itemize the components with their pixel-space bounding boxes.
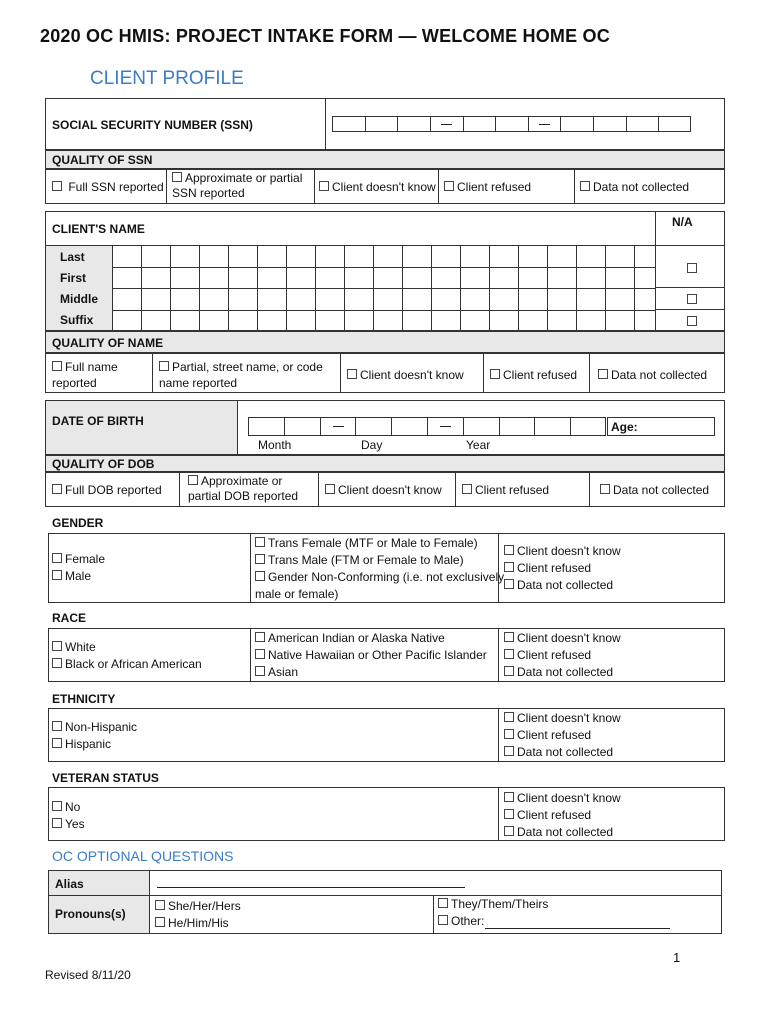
ssn-not-collected-option[interactable]: Data not collected	[580, 179, 689, 196]
pronoun-other-option[interactable]: Other:	[438, 913, 548, 930]
race-label: RACE	[52, 611, 87, 625]
pronoun-other-input[interactable]	[485, 928, 670, 929]
race-asian-option[interactable]: Asian	[255, 664, 487, 681]
ethnicity-non-hispanic-option[interactable]: Non-Hispanic	[52, 719, 137, 736]
veteran-no-option[interactable]: No	[52, 799, 85, 816]
gender-col3	[504, 543, 621, 594]
client-name-label: CLIENT'S NAME	[52, 222, 145, 236]
ethnicity-hispanic-option[interactable]: Hispanic	[52, 736, 137, 753]
ethnicity-col3	[504, 710, 621, 761]
name-cell-divider	[634, 245, 635, 331]
veteran-col3	[504, 790, 621, 841]
quality-ssn-label: QUALITY OF SSN	[52, 153, 153, 167]
checkbox-icon	[52, 181, 62, 191]
race-not-collected-option[interactable]: Data not collected	[504, 664, 621, 681]
dob-cell-divider	[320, 418, 321, 435]
name-middle-label: Middle	[60, 292, 98, 306]
gender-trans-female-option[interactable]: Trans Female (MTF or Male to Female)	[255, 535, 504, 552]
oc-optional-heading: OC OPTIONAL QUESTIONS	[52, 848, 234, 864]
gender-refused-option[interactable]: Client refused	[504, 560, 621, 577]
name-cell-divider	[141, 245, 142, 331]
checkbox-icon	[462, 484, 472, 494]
alias-label: Alias	[55, 877, 84, 891]
name-cell-divider	[344, 245, 345, 331]
name-suffix-label: Suffix	[60, 313, 94, 327]
dob-cell-divider	[391, 418, 392, 435]
race-native-american-option[interactable]: American Indian or Alaska Native	[255, 630, 487, 647]
name-grid[interactable]	[45, 245, 655, 331]
ssn-full-option[interactable]: Full SSN reported	[52, 179, 164, 196]
name-full-option[interactable]: Full name reported	[52, 360, 118, 390]
checkbox-icon	[319, 181, 329, 191]
page-number: 1	[673, 950, 681, 965]
race-col1	[52, 639, 202, 673]
gender-nonconforming-cont: male or female)	[255, 587, 339, 601]
race-refused-option[interactable]: Client refused	[504, 647, 621, 664]
gender-male-option[interactable]: Male	[52, 568, 105, 585]
page-title: 2020 OC HMIS: PROJECT INTAKE FORM — WELCOME HOME OC	[40, 26, 610, 46]
veteran-yes-option[interactable]: Yes	[52, 816, 85, 833]
race-white-option[interactable]: White	[52, 639, 202, 656]
name-cell-divider	[547, 245, 548, 331]
name-partial-option[interactable]: Partial, street name, or code name reported	[159, 360, 323, 390]
race-dont-know-option[interactable]: Client doesn't know	[504, 630, 621, 647]
na-middle-checkbox[interactable]	[687, 294, 697, 304]
ssn-dash	[441, 124, 452, 125]
ssn-input[interactable]	[332, 116, 691, 132]
ssn-cell-divider	[430, 117, 431, 131]
ethnicity-not-collected-option[interactable]: Data not collected	[504, 744, 621, 761]
quality-dob-label: QUALITY OF DOB	[52, 457, 155, 471]
veteran-refused-option[interactable]: Client refused	[504, 807, 621, 824]
dob-cell-divider	[427, 418, 428, 435]
checkbox-icon	[444, 181, 454, 191]
checkbox-icon	[172, 172, 182, 182]
ssn-cell-divider	[626, 117, 627, 131]
na-first-checkbox[interactable]	[687, 263, 697, 273]
ethnicity-dont-know-option[interactable]: Client doesn't know	[504, 710, 621, 727]
ssn-cell-divider	[658, 117, 659, 131]
name-cell-divider	[373, 245, 374, 331]
name-cell-divider	[460, 245, 461, 331]
checkbox-icon	[598, 369, 608, 379]
checkbox-icon	[600, 484, 610, 494]
race-col3	[504, 630, 621, 681]
gender-col2	[255, 535, 504, 603]
name-cell-divider	[286, 245, 287, 331]
dob-cell-divider	[284, 418, 285, 435]
veteran-not-collected-option[interactable]: Data not collected	[504, 824, 621, 841]
dob-dont-know-option[interactable]: Client doesn't know	[325, 482, 442, 499]
dob-approx-option[interactable]: Approximate or partial DOB reported	[188, 474, 299, 503]
checkbox-icon	[52, 361, 62, 371]
ethnicity-refused-option[interactable]: Client refused	[504, 727, 621, 744]
na-label: N/A	[672, 215, 693, 229]
veteran-col1	[52, 799, 85, 833]
dob-cell-divider	[570, 418, 571, 435]
dob-not-collected-option[interactable]: Data not collected	[600, 482, 709, 499]
ssn-cell-divider	[495, 117, 496, 131]
name-cell-divider	[170, 245, 171, 331]
dob-month-label: Month	[258, 438, 292, 452]
ethnicity-col1	[52, 719, 137, 753]
name-cell-divider	[431, 245, 432, 331]
na-suffix-checkbox[interactable]	[687, 316, 697, 326]
ssn-cell-divider	[463, 117, 464, 131]
name-cell-divider	[605, 245, 606, 331]
pronoun-they-option[interactable]: They/Them/Theirs	[438, 896, 548, 913]
dob-dash	[333, 426, 344, 427]
alias-input[interactable]	[157, 887, 465, 888]
ssn-label: SOCIAL SECURITY NUMBER (SSN)	[52, 118, 253, 132]
gender-not-collected-option[interactable]: Data not collected	[504, 577, 621, 594]
ssn-dont-know-option[interactable]: Client doesn't know	[319, 179, 436, 196]
gender-trans-male-option[interactable]: Trans Male (FTM or Female to Male)	[255, 552, 504, 569]
age-label: Age:	[611, 420, 638, 434]
ssn-cell-divider	[528, 117, 529, 131]
race-col2	[255, 630, 487, 681]
gender-nonconforming-option[interactable]: Gender Non-Conforming (i.e. not exclusively	[255, 569, 504, 586]
revised-date: Revised 8/11/20	[45, 968, 131, 982]
quality-name-label: QUALITY OF NAME	[52, 336, 164, 350]
checkbox-icon	[325, 484, 335, 494]
pronouns-col1	[155, 898, 241, 932]
checkbox-icon	[52, 484, 62, 494]
dob-cell-divider	[499, 418, 500, 435]
gender-label: GENDER	[52, 516, 104, 530]
dob-label: DATE OF BIRTH	[52, 414, 144, 428]
name-cell-divider	[112, 245, 113, 331]
checkbox-icon	[188, 475, 198, 485]
name-last-label: Last	[60, 250, 85, 264]
ssn-cell-divider	[397, 117, 398, 131]
gender-dont-know-option[interactable]: Client doesn't know	[504, 543, 621, 560]
veteran-label: VETERAN STATUS	[52, 771, 159, 785]
checkbox-icon	[580, 181, 590, 191]
checkbox-icon	[490, 369, 500, 379]
name-not-collected-option[interactable]: Data not collected	[598, 367, 707, 384]
dob-cell-divider	[355, 418, 356, 435]
name-row-divider	[45, 310, 655, 311]
race-pacific-islander-option[interactable]: Native Hawaiian or Other Pacific Islander	[255, 647, 487, 664]
checkbox-icon	[159, 361, 169, 371]
ssn-cell-divider	[560, 117, 561, 131]
ethnicity-label: ETHNICITY	[52, 692, 116, 706]
name-row-divider	[45, 267, 655, 268]
name-cell-divider	[576, 245, 577, 331]
dob-year-label: Year	[466, 438, 491, 452]
pronoun-he-option[interactable]: He/Him/His	[155, 915, 241, 932]
checkbox-icon	[347, 369, 357, 379]
name-cell-divider	[518, 245, 519, 331]
ssn-partial-option[interactable]: Approximate or partial SSN reported	[172, 171, 303, 200]
veteran-dont-know-option[interactable]: Client doesn't know	[504, 790, 621, 807]
name-first-label: First	[60, 271, 87, 285]
gender-female-option[interactable]: Female	[52, 551, 105, 568]
pronouns-col2	[438, 896, 548, 930]
ssn-refused-option[interactable]: Client refused	[444, 179, 531, 196]
name-row-divider	[45, 288, 655, 289]
name-dont-know-option[interactable]: Client doesn't know	[347, 367, 464, 384]
name-cell-divider	[257, 245, 258, 331]
ssn-dash	[539, 124, 550, 125]
name-cell-divider	[228, 245, 229, 331]
ssn-cell-divider	[593, 117, 594, 131]
dob-full-option[interactable]: Full DOB reported	[52, 482, 162, 499]
ssn-cell-divider	[365, 117, 366, 131]
pronoun-she-option[interactable]: She/Her/Hers	[155, 898, 241, 915]
gender-col1	[52, 551, 105, 585]
name-cell-divider	[199, 245, 200, 331]
name-cell-divider	[489, 245, 490, 331]
dob-dash	[440, 426, 451, 427]
race-black-option[interactable]: Black or African American	[52, 656, 202, 673]
dob-cell-divider	[463, 418, 464, 435]
name-cell-divider	[402, 245, 403, 331]
name-refused-option[interactable]: Client refused	[490, 367, 577, 384]
dob-input[interactable]	[248, 417, 606, 436]
dob-day-label: Day	[361, 438, 383, 452]
dob-cell-divider	[534, 418, 535, 435]
dob-refused-option[interactable]: Client refused	[462, 482, 549, 499]
name-cell-divider	[315, 245, 316, 331]
pronouns-label: Pronouns(s)	[55, 907, 126, 921]
client-profile-heading: CLIENT PROFILE	[90, 68, 244, 89]
